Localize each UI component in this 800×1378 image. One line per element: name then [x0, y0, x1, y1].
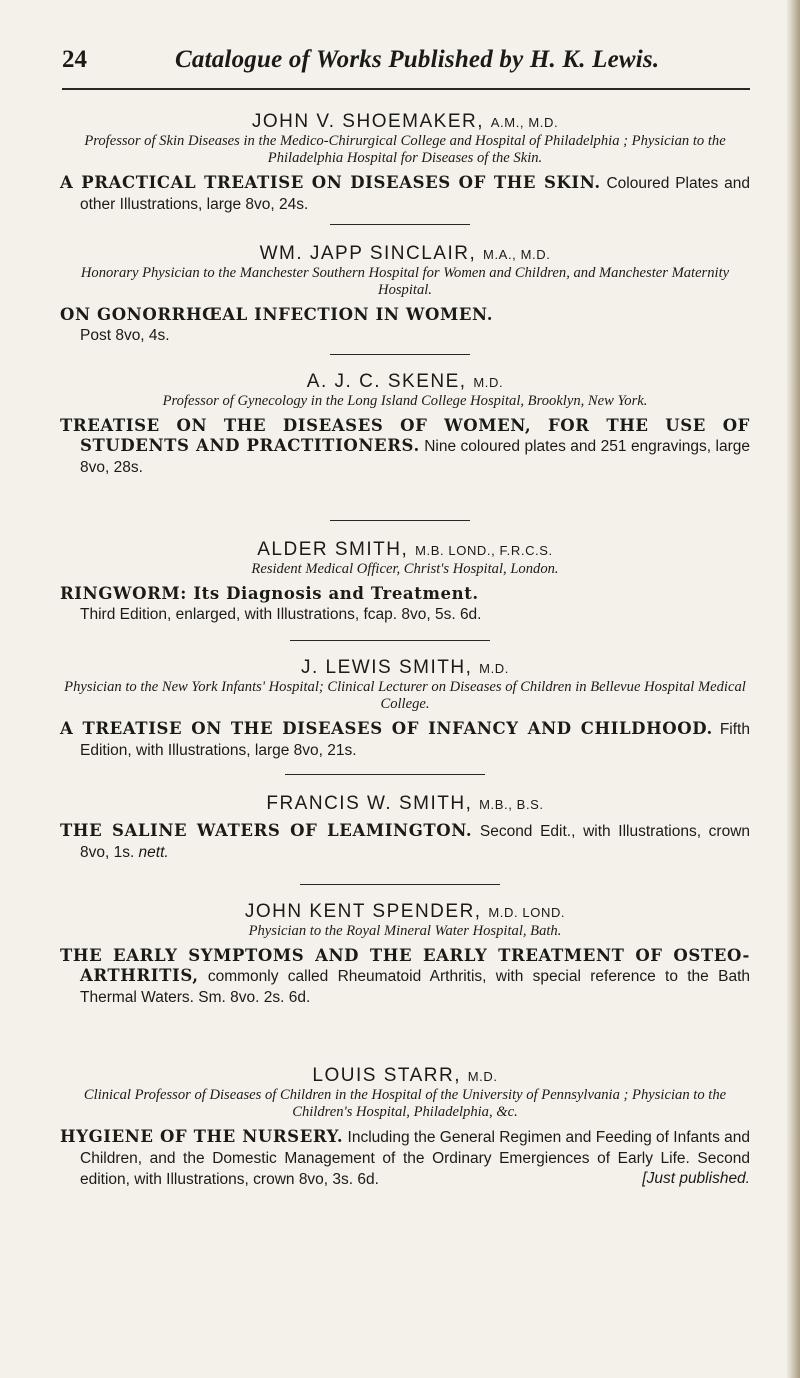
book-title: RINGWORM: Its Diagnosis and Treatment.: [60, 584, 479, 603]
entry-divider: [330, 224, 470, 225]
author-name: LOUIS STARR, M.D.: [312, 1065, 498, 1086]
catalogue-entry-spender: [60, 902, 750, 1008]
author-name: A. J. C. SKENE, M.D.: [306, 371, 504, 392]
running-title: Catalogue of Works Published by H. K. Lewis.: [175, 46, 660, 73]
book-title: THE EARLY SYMPTOMS AND THE EARLY TREATMENT OF OSTEO-ARTHRITIS,: [60, 946, 750, 985]
book-listing: [60, 305, 750, 346]
header-rule: [62, 88, 750, 90]
running-header: [62, 46, 752, 86]
entry-divider: [330, 520, 470, 521]
author-degrees: M.B. LOND., F.R.C.S.: [415, 543, 553, 558]
catalogue-entry-skene: [60, 372, 750, 478]
author-affiliation: Professor of Gynecology in the Long Island College Hospital, Brooklyn, New York.: [162, 393, 648, 409]
book-details: commonly called Rheumatoid Arthritis, with special reference to the Bath Thermal Waters. Sm. 8vo. 2s. 6d.: [80, 968, 750, 1006]
book-details: Third Edition, enlarged, with Illustrations, fcap. 8vo, 5s. 6d.: [80, 606, 482, 623]
page-edge-shadow: [786, 0, 800, 1378]
book-details: Post 8vo, 4s.: [80, 327, 170, 344]
author-degrees: M.A., M.D.: [483, 247, 551, 262]
book-listing: [60, 821, 750, 863]
author-degrees: M.B., B.S.: [479, 797, 544, 812]
book-title: THE SALINE WATERS OF LEAMINGTON.: [60, 821, 473, 840]
book-title: A TREATISE ON THE DISEASES OF INFANCY AND CHILDHOOD.: [60, 719, 713, 738]
author-affiliation: Resident Medical Officer, Christ's Hospital, London.: [251, 561, 559, 577]
book-details: Nine coloured plates and 251 engravings, large 8vo, 28s.: [80, 438, 751, 476]
author-affiliation: Clinical Professor of Diseases of Children in the Hospital of the University of Pennsylvania ; Physician to the Children's Hospital, Philadelphia, &c.: [83, 1087, 727, 1120]
book-details: Second Edit., with Illustrations, crown 8vo, 1s.: [80, 823, 751, 861]
book-listing: [60, 173, 750, 215]
book-listing: [60, 416, 750, 478]
author-degrees: M.D.: [479, 661, 509, 676]
entry-divider: [300, 884, 500, 885]
author-affiliation: Professor of Skin Diseases in the Medico-Chirurgical College and Hospital of Philadelphia ; Physician to the Philadelphia Hospital for Diseases of the Skin.: [84, 133, 726, 166]
price-note: nett.: [138, 844, 169, 861]
author-name: JOHN KENT SPENDER, M.D. LOND.: [244, 901, 566, 922]
author-degrees: M.D.: [467, 1069, 498, 1084]
book-title: A PRACTICAL TREATISE ON DISEASES OF THE SKIN.: [60, 173, 601, 192]
author-affiliation: Physician to the New York Infants' Hospital; Clinical Lecturer on Diseases of Children in Bellevue Hospital Medical College.: [64, 679, 746, 712]
catalogue-entry-sinclair: [60, 244, 750, 346]
author-name: ALDER SMITH, M.B. LOND., F.R.C.S.: [257, 539, 553, 560]
book-details: Coloured Plates and other Illustrations, large 8vo, 24s.: [80, 175, 750, 213]
catalogue-entry-alder-smith: [60, 540, 750, 625]
page-number: 24: [62, 46, 87, 73]
author-name: FRANCIS W. SMITH, M.B., B.S.: [266, 793, 544, 814]
author-degrees: M.D. LOND.: [488, 905, 566, 920]
book-title: TREATISE ON THE DISEASES OF WOMEN, FOR THE USE OF STUDENTS AND PRACTITIONERS.: [60, 416, 750, 455]
catalogue-entry-lewis-smith: [60, 658, 750, 761]
publication-status: [Just published.: [642, 1170, 750, 1187]
book-listing: [60, 1127, 750, 1190]
book-listing: [60, 946, 750, 1008]
author-affiliation: Physician to the Royal Mineral Water Hospital, Bath.: [248, 923, 562, 939]
book-details: Including the General Regimen and Feeding of Infants and Children, and the Domestic Management of the Ordinary Emergiences of Early Life. Second edition, with Illustrations, crown 8vo, 3s. 6d.: [80, 1129, 750, 1188]
author-degrees: M.D.: [473, 375, 504, 390]
catalogue-entry-francis-smith: [60, 794, 750, 863]
book-title: ON GONORRHŒAL INFECTION IN WOMEN.: [60, 305, 494, 324]
book-title: HYGIENE OF THE NURSERY.: [60, 1127, 344, 1146]
catalogue-entry-shoemaker: [60, 112, 750, 215]
book-details: Fifth Edition, with Illustrations, large 8vo, 21s.: [80, 721, 750, 759]
entry-divider: [330, 354, 470, 355]
author-name: J. LEWIS SMITH, M.D.: [301, 657, 509, 678]
book-listing: [60, 719, 750, 761]
entry-divider: [285, 774, 485, 775]
author-name: WM. JAPP SINCLAIR, M.A., M.D.: [259, 243, 551, 264]
entry-divider: [290, 640, 490, 641]
author-name: JOHN V. SHOEMAKER, A.M., M.D.: [251, 111, 559, 132]
author-degrees: A.M., M.D.: [490, 115, 559, 130]
catalogue-entry-starr: [60, 1066, 750, 1190]
book-listing: [60, 584, 750, 625]
author-affiliation: Honorary Physician to the Manchester Southern Hospital for Women and Children, and Manchester Maternity Hospital.: [80, 265, 730, 298]
